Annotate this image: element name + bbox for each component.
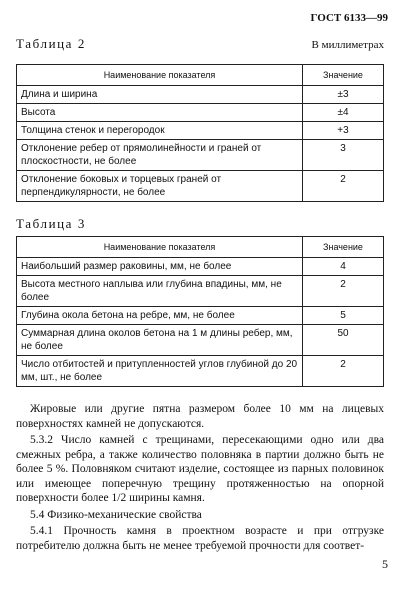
indicator-value-cell: 2 (303, 171, 384, 202)
indicator-name-cell: Отклонение боковых и торцевых граней от перпендикулярности, не более (17, 171, 303, 202)
table-row (17, 356, 384, 387)
indicator-value-cell: 4 (303, 258, 384, 276)
table2-caption-row (16, 36, 384, 52)
indicator-value-cell: 2 (303, 356, 384, 387)
indicator-value-cell: 5 (303, 307, 384, 325)
table2-units: В миллиметрах (311, 39, 384, 51)
paragraph: 5.3.2 Число камней с трещинами, пересекающими одно или два смежных ребра, а также количество половняка в партии должно быть не более 5 %. Половняком считают изделие, состоящее из парных половинок или имеющее поперечную трещину протяженностью на опорной поверхности более 1/2 ширины камня. (16, 434, 384, 504)
table3-header-value: Значение (303, 237, 384, 258)
indicator-name-cell: Отклонение ребер от прямолинейности и граней от плоскостности, не более (17, 140, 303, 171)
indicator-value-cell: ±4 (303, 104, 384, 122)
indicator-name-cell: Высота (17, 104, 303, 122)
paragraph: Жировые или другие пятна размером более 10 мм на лицевых поверхностях камней не допускаются. (16, 403, 384, 430)
table-3 (16, 236, 384, 387)
table-row (17, 104, 384, 122)
indicator-name-cell: Глубина окола бетона на ребре, мм, не более (17, 307, 303, 325)
table-row (17, 171, 384, 202)
page-number: 5 (382, 557, 388, 571)
indicator-name-cell: Толщина стенок и перегородок (17, 122, 303, 140)
paragraph: 5.4.1 Прочность камня в проектном возрасте и при отгрузке потребителю должна быть не менее требуемой прочности для соответ- (16, 525, 384, 552)
body-text (16, 402, 384, 555)
indicator-value-cell: 3 (303, 140, 384, 171)
table2-header-value: Значение (303, 65, 384, 86)
indicator-name-cell: Суммарная длина околов бетона на 1 м длины ребер, мм, не более (17, 325, 303, 356)
table3-header-name: Наименование показателя (17, 237, 303, 258)
paragraph: 5.4 Физико-механические свойства (30, 508, 202, 521)
table2-header-name: Наименование показателя (17, 65, 303, 86)
table2-caption: Таблица 2 (16, 36, 86, 51)
table-2 (16, 64, 384, 202)
table-row (17, 122, 384, 140)
indicator-name-cell: Высота местного наплыва или глубина впадины, мм, не более (17, 276, 303, 307)
table-row (17, 140, 384, 171)
indicator-value-cell: 2 (303, 276, 384, 307)
table-row (17, 258, 384, 276)
table-row (17, 86, 384, 104)
table-row (17, 307, 384, 325)
indicator-value-cell: ±3 (303, 86, 384, 104)
indicator-name-cell: Длина и ширина (17, 86, 303, 104)
indicator-value-cell: 50 (303, 325, 384, 356)
table-row (17, 276, 384, 307)
table3-caption: Таблица 3 (16, 216, 86, 231)
indicator-name-cell: Число отбитостей и притупленностей углов глубиной до 20 мм, шт., не более (17, 356, 303, 387)
table-row (17, 325, 384, 356)
indicator-value-cell: +3 (303, 122, 384, 140)
indicator-name-cell: Наибольший размер раковины, мм, не более (17, 258, 303, 276)
standard-code: ГОСТ 6133—99 (310, 12, 388, 24)
table3-caption-row (16, 216, 384, 232)
